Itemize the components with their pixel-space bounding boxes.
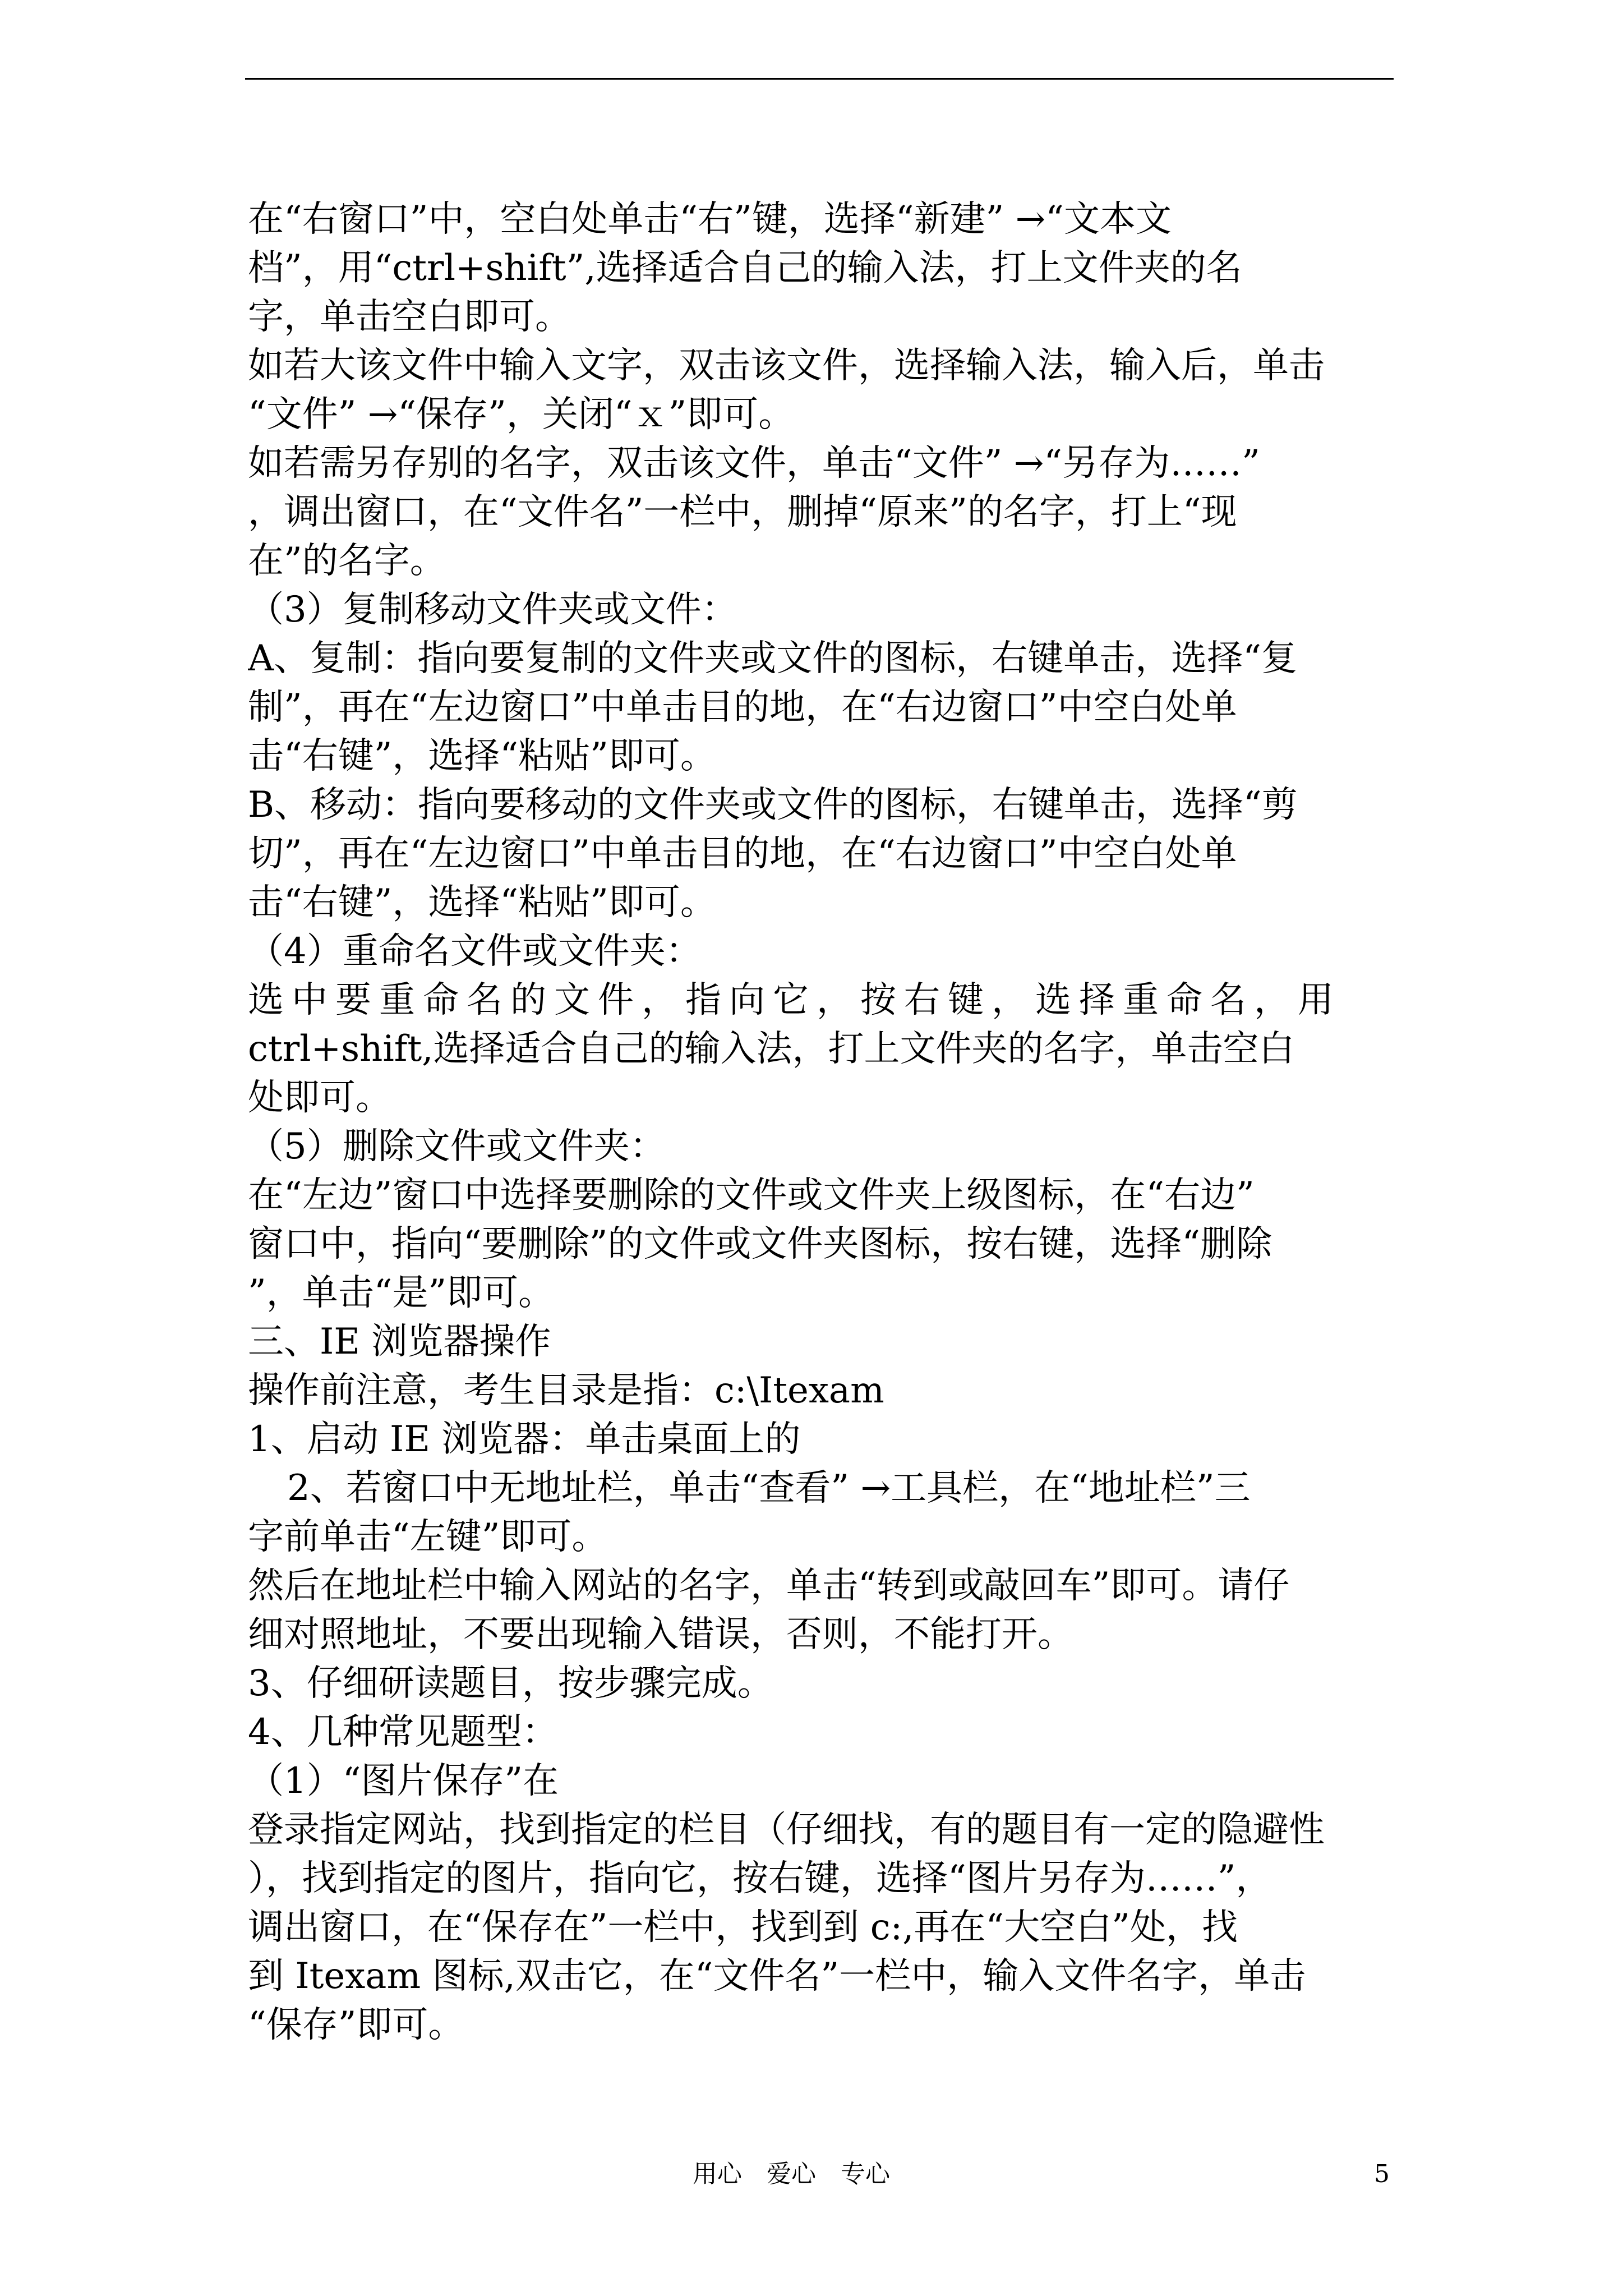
body-line: “文件” →“保存”，关闭“ｘ”即可。 (248, 394, 795, 435)
body-line: ctrl+shift,选择适合自己的输入法，打上文件夹的名字，单击空白 (248, 1028, 1295, 1070)
body-line: 4、几种常见题型： (248, 1711, 558, 1753)
body-line: 击“右键”，选择“粘贴”即可。 (248, 882, 716, 923)
body-line: 在”的名字。 (248, 540, 446, 582)
body-line: 字前单击“左键”即可。 (248, 1516, 608, 1558)
body-line: 2、若窗口中无地址栏，单击“查看” →工具栏，在“地址栏”三 (287, 1467, 1251, 1509)
body-line: “保存”即可。 (248, 2004, 464, 2046)
body-line: 档”，用“ctrl+shift”,选择适合自己的输入法，打上文件夹的名 (248, 247, 1242, 289)
body-line: 窗口中，指向“要删除”的文件或文件夹图标，按右键，选择“删除 (248, 1223, 1272, 1265)
body-line: 切”，再在“左边窗口”中单击目的地，在“右边窗口”中空白处单 (248, 833, 1237, 875)
page-number: 5 (1374, 2160, 1390, 2188)
body-line: 在“左边”窗口中选择要删除的文件或文件夹上级图标，在“右边” (248, 1175, 1255, 1216)
body-line: 3、仔细研读题目，按步骤完成。 (248, 1663, 773, 1704)
body-line: 如若需另存别的名字，双击该文件，单击“文件” →“另存为……” (248, 443, 1260, 484)
section-heading: （5）删除文件或文件夹： (248, 1126, 666, 1167)
body-line: 在“右窗口”中，空白处单击“右”键，选择“新建” →“文本文 (248, 199, 1172, 240)
body-line: ”，单击“是”即可。 (248, 1272, 555, 1314)
body-line: 细对照地址，不要出现输入错误，否则，不能打开。 (248, 1614, 1073, 1655)
body-line: ），找到指定的图片，指向它，按右键，选择“图片另存为……”， (248, 1858, 1272, 1899)
footer-motto: 用心 爱心 专心 (693, 2160, 890, 2188)
body-line: 击“右键”，选择“粘贴”即可。 (248, 735, 716, 777)
body-line: B、移动：指向要移动的文件夹或文件的图标，右键单击，选择“剪 (248, 784, 1298, 826)
body-line: 调出窗口，在“保存在”一栏中，找到到 c:,再在“大空白”处，找 (248, 1907, 1238, 1948)
body-line: 然后在地址栏中输入网站的名字，单击“转到或敲回车”即可。请仔 (248, 1565, 1290, 1607)
body-line: 制”，再在“左边窗口”中单击目的地，在“右边窗口”中空白处单 (248, 687, 1237, 728)
section-heading: 三、IE 浏览器操作 (248, 1321, 551, 1363)
section-heading: （1）“图片保存”在 (248, 1760, 559, 1802)
body-line: 如若大该文件中输入文字，双击该文件，选择输入法，输入后，单击 (248, 345, 1325, 386)
document-body (248, 195, 1395, 2050)
body-line: ，调出窗口，在“文件名”一栏中，删掉“原来”的名字，打上“现 (248, 491, 1237, 533)
header-rule (245, 78, 1394, 80)
body-line: 到 Itexam 图标,双击它，在“文件名”一栏中，输入文件名字，单击 (248, 1955, 1306, 1997)
body-line: 字，单击空白即可。 (248, 296, 571, 338)
body-line: 处即可。 (248, 1077, 391, 1119)
body-line: 选中要重命名的文件，指向它，按右键，选择重命名，用 (248, 979, 1341, 1021)
body-line: 操作前注意，考生目录是指：c:\Itexam (248, 1370, 884, 1411)
section-heading: （3）复制移动文件夹或文件： (248, 589, 737, 631)
body-line: A、复制：指向要复制的文件夹或文件的图标，右键单击，选择“复 (248, 638, 1297, 679)
body-line: 登录指定网站，找到指定的栏目（仔细找，有的题目有一定的隐避性 (248, 1809, 1325, 1851)
body-line: 1、启动 IE 浏览器：单击桌面上的 (248, 1419, 801, 1460)
section-heading: （4）重命名文件或文件夹： (248, 931, 702, 972)
